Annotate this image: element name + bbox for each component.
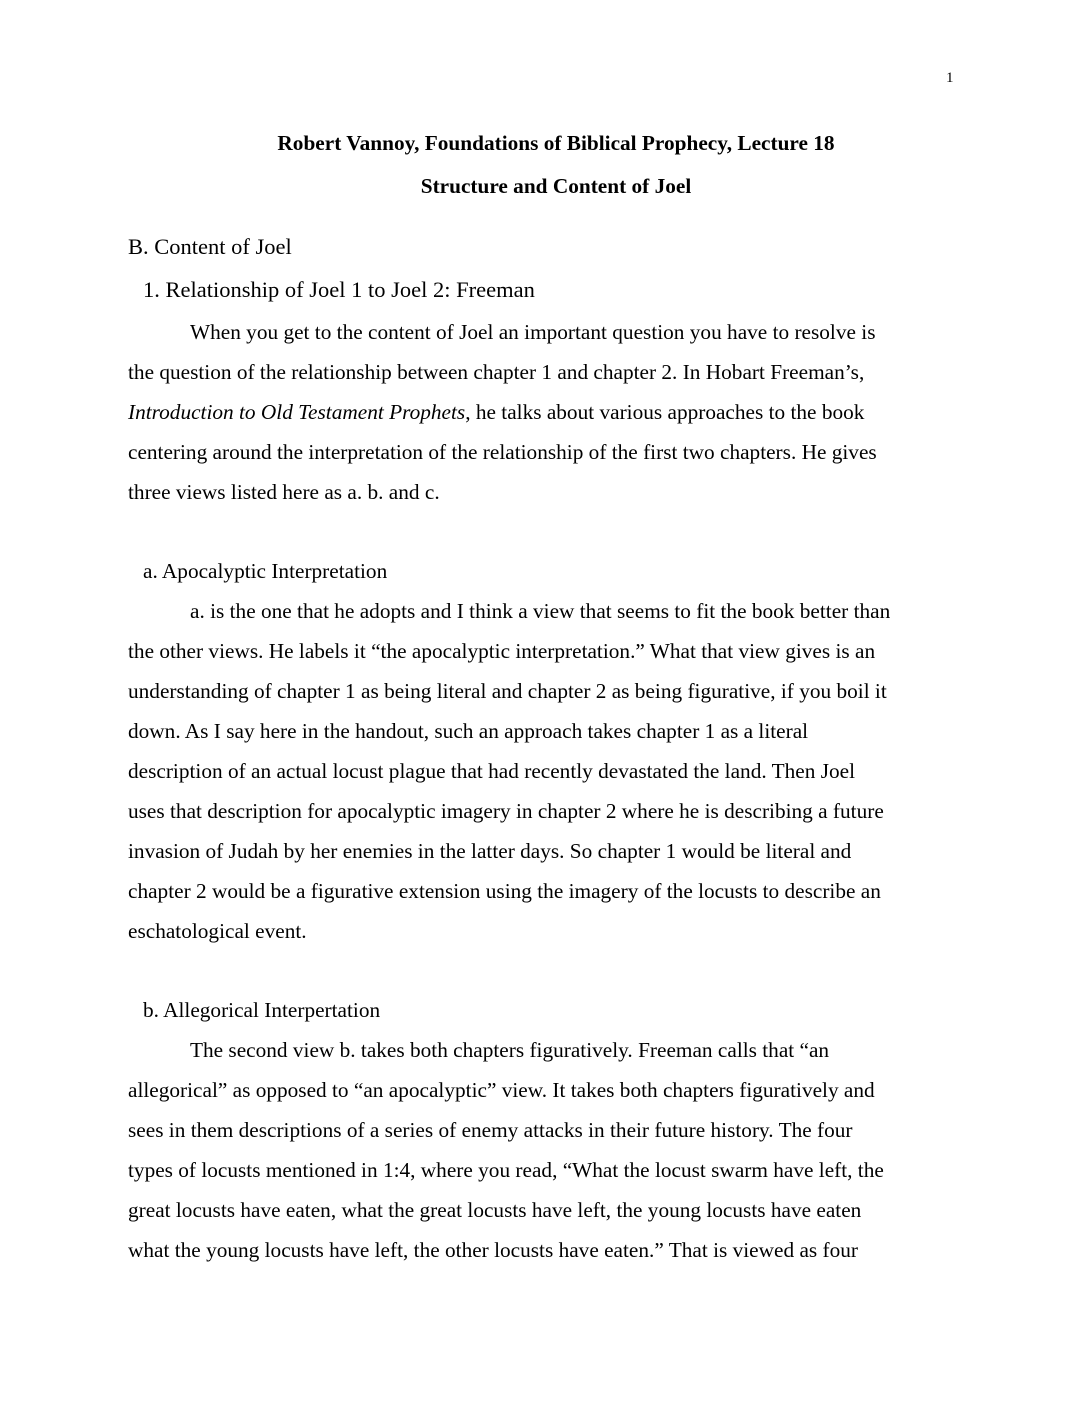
section-heading: B. Content of Joel bbox=[128, 234, 292, 259]
paragraph-line: what the young locusts have left, the other locusts have eaten.” That is viewed as four bbox=[128, 1238, 858, 1262]
paragraph-line: When you get to the content of Joel an important question you have to resolve is bbox=[190, 320, 876, 344]
subsection-heading: 1. Relationship of Joel 1 to Joel 2: Freeman bbox=[143, 277, 535, 302]
paragraph-line: invasion of Judah by her enemies in the latter days. So chapter 1 would be literal and bbox=[128, 839, 852, 863]
punctuation: , bbox=[465, 400, 471, 424]
paragraph-line: great locusts have eaten, what the great locusts have left, the young locusts have eaten bbox=[128, 1198, 862, 1222]
page-number: 1 bbox=[946, 70, 954, 86]
paragraph-line: types of locusts mentioned in 1:4, where you read, “What the locust swarm have left, the bbox=[128, 1158, 884, 1182]
paragraph-line: description of an actual locust plague that had recently devastated the land. Then Joel bbox=[128, 759, 855, 783]
paragraph-line: allegorical” as opposed to “an apocalyptic” view. It takes both chapters figuratively and bbox=[128, 1078, 875, 1102]
paragraph-line: down. As I say here in the handout, such an approach takes chapter 1 as a literal bbox=[128, 719, 809, 743]
paragraph-line: uses that description for apocalyptic imagery in chapter 2 where he is describing a future bbox=[128, 799, 884, 823]
line-text: he talks about various approaches to the book bbox=[475, 400, 865, 424]
paragraph-line: three views listed here as a. b. and c. bbox=[128, 480, 440, 504]
document-title: Robert Vannoy, Foundations of Biblical Prophecy, Lecture 18 bbox=[277, 131, 835, 155]
section-b-heading: b. Allegorical Interpertation bbox=[143, 998, 381, 1022]
document-subtitle: Structure and Content of Joel bbox=[420, 174, 692, 198]
paragraph-line: sees in them descriptions of a series of enemy attacks in their future history. The four bbox=[128, 1118, 853, 1142]
paragraph-line: chapter 2 would be a figurative extension using the imagery of the locusts to describe an bbox=[128, 879, 881, 903]
paragraph-line: eschatological event. bbox=[128, 919, 307, 943]
paragraph-line bbox=[128, 399, 864, 425]
paragraph-line: centering around the interpretation of the relationship of the first two chapters. He gives bbox=[128, 440, 877, 464]
paragraph-line: the question of the relationship between chapter 1 and chapter 2. In Hobart Freeman’s, bbox=[128, 360, 865, 384]
book-title: Introduction to Old Testament Prophets bbox=[128, 400, 466, 424]
paragraph-line: the other views. He labels it “the apocalyptic interpretation.” What that view gives is an bbox=[128, 639, 876, 663]
paragraph-line: a. is the one that he adopts and I think a view that seems to fit the book better than bbox=[190, 599, 891, 623]
paragraph-line: understanding of chapter 1 as being literal and chapter 2 as being figurative, if you boil it bbox=[128, 679, 887, 703]
section-a-heading: a. Apocalyptic Interpretation bbox=[143, 559, 388, 583]
paragraph-line: The second view b. takes both chapters figuratively. Freeman calls that “an bbox=[190, 1038, 830, 1062]
